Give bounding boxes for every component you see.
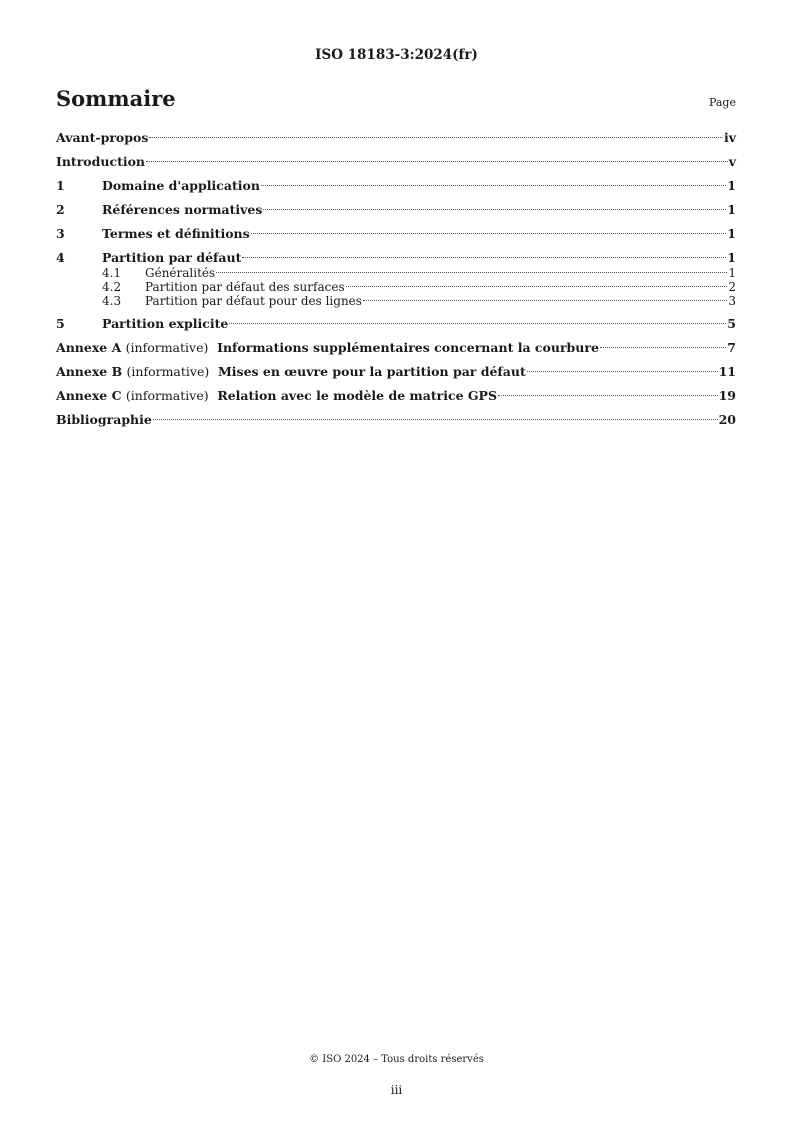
dot-leader bbox=[346, 286, 728, 287]
toc-entry-page: 1 bbox=[727, 178, 736, 193]
dot-leader bbox=[242, 257, 726, 258]
toc-entry-number: 2 bbox=[56, 202, 65, 217]
annex-type: (informative) bbox=[125, 388, 209, 403]
toc-entry-label: Partition par défaut bbox=[102, 250, 242, 265]
toc-entry-section-5[interactable] bbox=[56, 316, 736, 332]
dot-leader bbox=[229, 323, 726, 324]
annex-prefix: Annexe B bbox=[56, 364, 123, 379]
toc-entry-number: 4.1 bbox=[102, 266, 122, 280]
dot-leader bbox=[263, 209, 726, 210]
toc-entry-page: 11 bbox=[718, 364, 736, 379]
toc-entry-page: 1 bbox=[727, 202, 736, 217]
toc-entry-page: iv bbox=[723, 130, 736, 145]
page-title: Sommaire bbox=[56, 86, 176, 111]
dot-leader bbox=[261, 185, 726, 186]
page-number: iii bbox=[390, 1083, 403, 1097]
dot-leader bbox=[149, 137, 723, 138]
toc-entry-number: 4.2 bbox=[102, 280, 122, 294]
toc-entry-page: 19 bbox=[718, 388, 736, 403]
toc-entry-section-2[interactable] bbox=[56, 202, 736, 218]
toc-entry-page: 3 bbox=[728, 294, 736, 308]
toc-entry-label bbox=[56, 364, 526, 380]
annex-type: (informative) bbox=[125, 340, 209, 355]
annex-title: Relation avec le modèle de matrice GPS bbox=[217, 388, 497, 403]
toc-entry-page: v bbox=[728, 154, 736, 169]
toc-entry-page: 7 bbox=[727, 340, 736, 355]
toc-entry-section-4[interactable] bbox=[56, 250, 736, 266]
toc-entry-page: 2 bbox=[728, 280, 736, 294]
toc-entry-page: 20 bbox=[718, 412, 736, 427]
toc-entry-number: 5 bbox=[56, 316, 65, 331]
toc-entry-introduction[interactable] bbox=[56, 154, 736, 170]
page-column-label: Page bbox=[708, 96, 736, 109]
toc-entry-label: Généralités bbox=[145, 266, 216, 280]
dot-leader bbox=[216, 272, 727, 273]
toc-entry-number: 3 bbox=[56, 226, 65, 241]
toc-entry-label bbox=[56, 388, 497, 404]
annex-title: Informations supplémentaires concernant la courbure bbox=[217, 340, 599, 355]
toc-entry-label: Termes et définitions bbox=[102, 226, 250, 241]
toc-entry-page: 1 bbox=[728, 266, 736, 280]
document-id-header: ISO 18183-3:2024(fr) bbox=[315, 47, 478, 63]
annex-title: Mises en œuvre pour la partition par défaut bbox=[217, 364, 526, 379]
toc-entry-bibliographie[interactable] bbox=[56, 412, 736, 428]
annex-type: (informative) bbox=[126, 364, 210, 379]
dot-leader bbox=[146, 161, 728, 162]
toc-entry-annexe-a[interactable] bbox=[56, 340, 736, 356]
toc-entry-label: Partition par défaut des surfaces bbox=[145, 280, 345, 294]
toc-entry-section-4-2[interactable] bbox=[56, 280, 736, 294]
toc-entry-number: 1 bbox=[56, 178, 65, 193]
toc-entry-label bbox=[56, 340, 599, 356]
toc-entry-section-1[interactable] bbox=[56, 178, 736, 194]
toc-entry-page: 1 bbox=[727, 226, 736, 241]
toc-entry-annexe-c[interactable] bbox=[56, 388, 736, 404]
toc-entry-page: 5 bbox=[727, 316, 736, 331]
toc-entry-label: Avant-propos bbox=[56, 130, 149, 145]
toc-title-row bbox=[56, 86, 736, 111]
dot-leader bbox=[498, 395, 718, 396]
toc-entry-section-4-3[interactable] bbox=[56, 294, 736, 308]
dot-leader bbox=[600, 347, 726, 348]
annex-prefix: Annexe A bbox=[56, 340, 122, 355]
toc-entry-label: Références normatives bbox=[102, 202, 263, 217]
toc-entry-section-3[interactable] bbox=[56, 226, 736, 242]
toc-entry-label: Partition explicite bbox=[102, 316, 229, 331]
toc-entry-label: Bibliographie bbox=[56, 412, 152, 427]
table-of-contents bbox=[56, 130, 736, 436]
toc-entry-label: Partition par défaut pour des lignes bbox=[145, 294, 362, 308]
dot-leader bbox=[251, 233, 727, 234]
toc-entry-section-4-1[interactable] bbox=[56, 266, 736, 280]
dot-leader bbox=[363, 300, 727, 301]
annex-prefix: Annexe C bbox=[56, 388, 122, 403]
dot-leader bbox=[153, 419, 718, 420]
toc-entry-number: 4.3 bbox=[102, 294, 122, 308]
toc-entry-page: 1 bbox=[727, 250, 736, 265]
toc-entry-annexe-b[interactable] bbox=[56, 364, 736, 380]
toc-entry-number: 4 bbox=[56, 250, 65, 265]
toc-entry-label: Introduction bbox=[56, 154, 146, 169]
copyright-footer: © ISO 2024 – Tous droits réservés bbox=[309, 1054, 484, 1065]
toc-entry-label: Domaine d'application bbox=[102, 178, 260, 193]
toc-entry-avant-propos[interactable] bbox=[56, 130, 736, 146]
dot-leader bbox=[527, 371, 718, 372]
